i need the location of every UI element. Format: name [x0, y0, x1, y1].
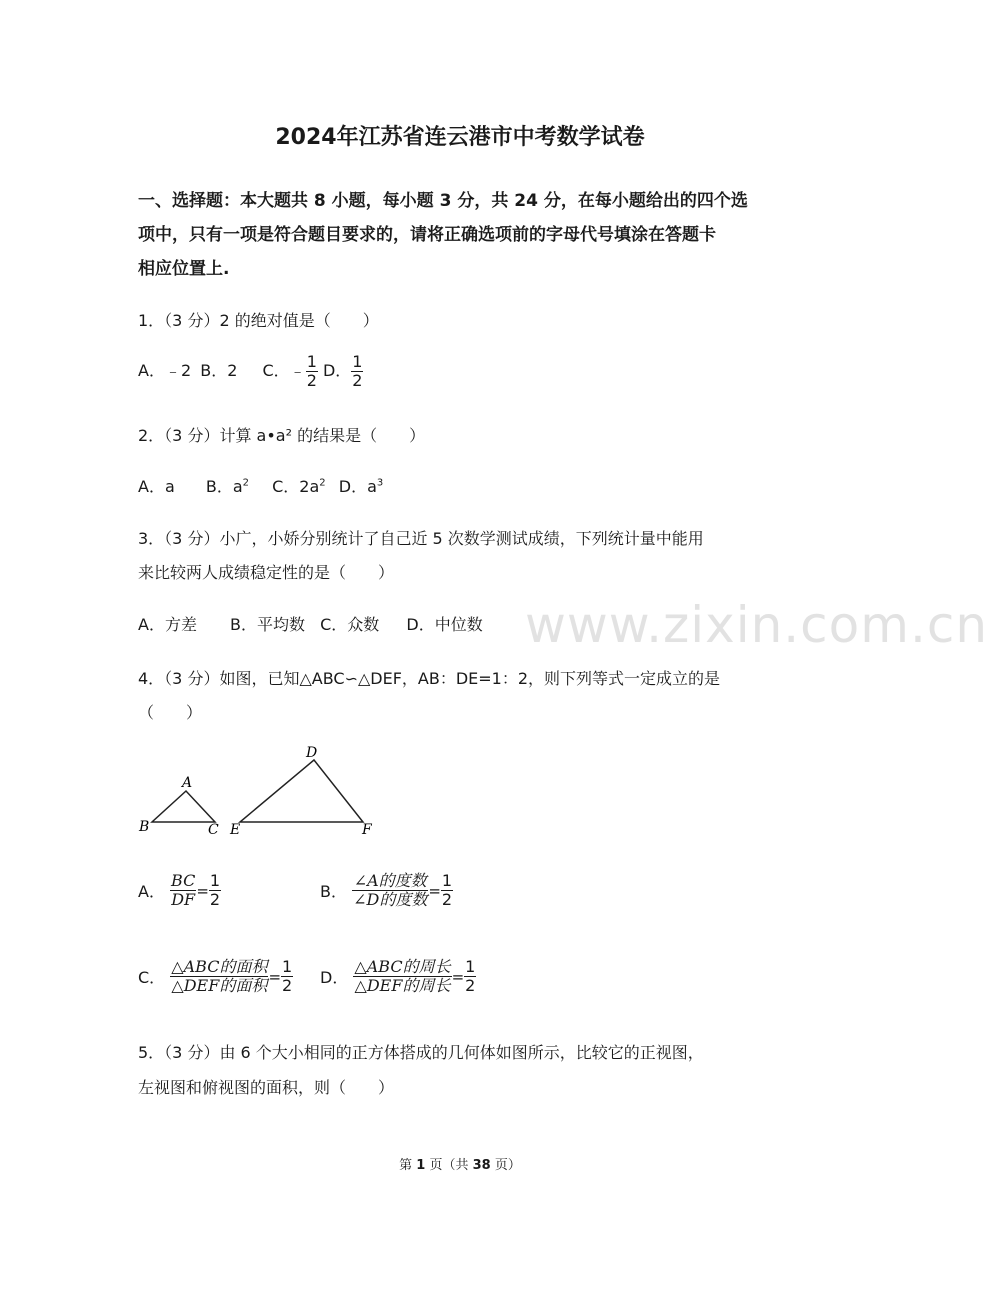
q4-option-a [138, 872, 221, 909]
fraction-numerator: 1 [352, 352, 363, 371]
fraction-numerator: ∠A的度数 [353, 871, 427, 890]
fraction-denominator: 2 [441, 890, 453, 909]
q2-option-c-base: C．2a [272, 477, 320, 496]
question-4-stem-line-1: 4．（3 分）如图，已知△ABC∽△DEF，AB：DE=1：2，则下列等式一定成立的是 [138, 669, 721, 688]
question-2-stem: 2．（3 分）计算 a•a² 的结果是（ ） [138, 426, 426, 445]
section-heading-line-3: 相应位置上. [138, 259, 230, 279]
q2-option-d [339, 477, 384, 496]
q2-option-c-exponent: 2 [319, 477, 326, 489]
equals-sign: = [451, 967, 465, 986]
section-heading-line-1: 一、选择题：本大题共 8 小题，每小题 3 分，共 24 分，在每小题给出的四个选 [138, 191, 748, 211]
q1-option-c-fraction [306, 353, 318, 390]
q3-option-b: B．平均数 [230, 615, 306, 634]
q3-option-d: D．中位数 [406, 615, 483, 634]
q4-option-c [138, 958, 293, 995]
fraction-numerator: 1 [465, 957, 476, 976]
q1-option-d-fraction [351, 353, 363, 390]
label-f: F [362, 822, 372, 838]
footer-total-pages: 38 [472, 1158, 491, 1173]
footer-page-number: 1 [416, 1158, 426, 1173]
one-half-fraction [281, 958, 293, 995]
q2-option-b-base: B．a [205, 477, 243, 496]
q2-option-c [272, 477, 326, 496]
equals-sign: = [196, 881, 209, 900]
q4-option-a-label: A． [138, 882, 165, 901]
triangle-def [240, 760, 363, 822]
fraction-denominator: 2 [306, 371, 317, 390]
q2-option-b [206, 477, 249, 496]
q4-option-d [320, 958, 476, 995]
q3-option-c: C．众数 [320, 615, 380, 634]
fraction-denominator: 2 [209, 890, 221, 909]
q2-option-d-base: D．a [338, 477, 377, 496]
q1-option-d: D． [322, 361, 352, 380]
fraction-numerator: △ABC的周长 [354, 957, 451, 976]
fraction-denominator: DF [171, 890, 196, 909]
q4-option-c-fraction [170, 958, 268, 995]
fraction-numerator: BC [171, 871, 196, 890]
one-half-fraction [464, 958, 476, 995]
watermark: www.zixin.com.cn [525, 596, 988, 654]
equals-sign: = [428, 881, 441, 900]
question-5-stem-line-1: 5．（3 分）由 6 个大小相同的正方体搭成的几何体如图所示，比较它的正视图， [138, 1043, 704, 1062]
footer-prefix: 第 [399, 1158, 413, 1173]
q1-option-c: C．﹣ [262, 361, 306, 380]
fraction-denominator: 2 [282, 976, 293, 995]
one-half-fraction [441, 872, 453, 909]
question-4-stem-line-2: （ ） [138, 703, 203, 722]
fraction-numerator: △ABC的面积 [171, 957, 268, 976]
label-d: D [306, 745, 318, 761]
question-3-options [138, 612, 483, 635]
label-a: A [182, 775, 193, 791]
footer-suffix: 页） [494, 1158, 521, 1173]
page-title: 2024年江苏省连云港市中考数学试卷 [275, 125, 645, 150]
fraction-numerator: 1 [441, 871, 453, 890]
fraction-denominator: 2 [465, 976, 476, 995]
question-2-options [138, 474, 383, 497]
q4-option-c-label: C． [138, 968, 166, 987]
question-3-stem-line-2: 来比较两人成绩稳定性的是（ ） [138, 563, 395, 582]
fraction-denominator: 2 [352, 371, 363, 390]
question-1-stem: 1．（3 分）2 的绝对值是（ ） [138, 311, 379, 330]
label-b: B [139, 819, 150, 835]
q4-option-d-fraction [353, 958, 451, 995]
q4-option-d-label: D． [320, 968, 349, 987]
one-half-fraction [209, 872, 221, 909]
label-c: C [208, 822, 219, 838]
q4-option-b-fraction [352, 872, 428, 909]
fraction-numerator: 1 [306, 352, 317, 371]
q4-option-b-label: B． [320, 882, 347, 901]
footer-middle: 页（共 [429, 1158, 469, 1173]
q1-option-b: B．2 [200, 361, 238, 380]
question-3-stem-line-1: 3．（3 分）小广，小娇分别统计了自己近 5 次数学测试成绩，下列统计量中能用 [138, 529, 704, 548]
question-5-stem-line-2: 左视图和俯视图的面积，则（ ） [138, 1078, 395, 1097]
fraction-denominator: ∠D的度数 [353, 890, 428, 909]
equals-sign: = [268, 967, 282, 986]
section-heading-line-2: 项中，只有一项是符合题目要求的，请将正确选项前的字母代号填涂在答题卡 [138, 225, 716, 245]
triangle-abc [152, 791, 215, 822]
similar-triangles-figure [130, 740, 390, 840]
page-footer [0, 1154, 920, 1173]
fraction-numerator: 1 [282, 957, 293, 976]
q4-option-b [320, 872, 453, 909]
fraction-denominator: △DEF的周长 [354, 976, 451, 995]
fraction-numerator: 1 [209, 871, 221, 890]
q2-option-b-exponent: 2 [242, 477, 250, 489]
fraction-denominator: △DEF的面积 [171, 976, 268, 995]
q3-option-a: A．方差 [138, 615, 197, 634]
q2-option-d-exponent: 3 [376, 477, 384, 489]
q1-option-a: A．﹣2 [138, 361, 192, 380]
label-e: E [230, 822, 241, 838]
q2-option-a: A．a [138, 477, 175, 496]
question-1-options [138, 353, 363, 390]
q4-option-a-fraction [170, 872, 196, 909]
